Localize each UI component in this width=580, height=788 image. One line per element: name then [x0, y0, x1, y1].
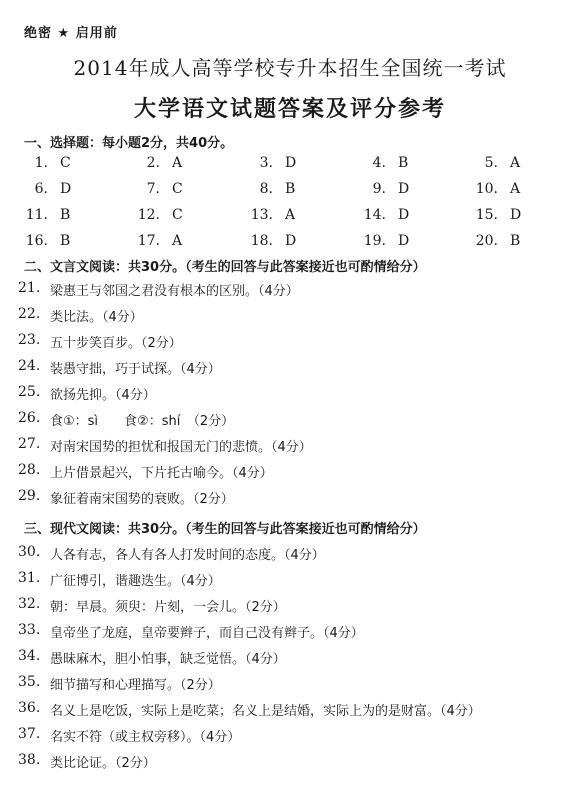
mc-answer: 13. A: [250, 207, 296, 223]
mc-answer: 4. B: [372, 155, 409, 171]
mc-answer: 8. B: [259, 181, 296, 197]
answer-item: 28. 上片借景起兴，下片托古喻今。（4分）: [18, 462, 273, 481]
answer-item: 34. 愚昧麻木，胆小怕事，缺乏觉悟。（4分）: [18, 648, 286, 667]
section3-heading: 三、现代文阅读：共30分。（考生的回答与此答案接近也可酌情给分）: [24, 522, 426, 537]
mc-answer: 14. D: [363, 207, 410, 223]
mc-row: [0, 181, 580, 207]
answer-item: 31. 广征博引，谐趣迭生。（4分）: [18, 570, 221, 589]
answer-item: 30. 人各有志，各人有各人打发时间的态度。（4分）: [18, 544, 325, 563]
answer-item: 33. 皇帝坐了龙庭，皇帝要辫子，而自己没有辫子。（4分）: [18, 622, 364, 641]
mc-row: [0, 207, 580, 233]
mc-answer: 3. D: [259, 155, 297, 171]
mc-answer: 5. A: [484, 155, 521, 171]
mc-answer: 1. C: [34, 155, 71, 171]
answer-item: 23. 五十步笑百步。（2分）: [18, 332, 182, 351]
answer-item: 32. 朝：早晨。须臾：片刻，一会儿。（2分）: [18, 596, 286, 615]
mc-answer: 7. C: [146, 181, 183, 197]
section2-heading: 二、文言文阅读：共30分。（考生的回答与此答案接近也可酌情给分）: [24, 260, 426, 275]
answer-item: 35. 细节描写和心理描写。（2分）: [18, 674, 221, 693]
mc-answer: 19. D: [363, 233, 410, 249]
section1-heading: 一、选择题：每小题2分，共40分。: [24, 136, 234, 151]
mc-row: [0, 155, 580, 181]
answer-item: 21. 梁惠王与邻国之君没有根本的区别。（4分）: [18, 280, 299, 299]
mc-answer: 11. B: [25, 207, 71, 223]
exam-title: 2014年成人高等学校专升本招生全国统一考试: [73, 56, 507, 80]
answer-item: 25. 欲扬先抑。（4分）: [18, 384, 156, 403]
section3-answers: [0, 544, 580, 778]
answer-item: 38. 类比论证。（2分）: [18, 752, 156, 771]
multiple-choice-grid: [0, 155, 580, 259]
mc-answer: 18. D: [250, 233, 297, 249]
mc-answer: 12. C: [137, 207, 183, 223]
mc-answer: 20. B: [475, 233, 521, 249]
mc-answer: 15. D: [475, 207, 522, 223]
mc-answer: 10. A: [475, 181, 521, 197]
mc-answer: 17. A: [137, 233, 183, 249]
document-subtitle: 大学语文试题答案及评分参考: [133, 97, 446, 122]
confidential-label: 绝密 ★ 启用前: [24, 26, 118, 41]
answer-item: 22. 类比法。（4分）: [18, 306, 143, 325]
answer-item: 37. 名实不符（或主权旁移）。（4分）: [18, 726, 241, 745]
mc-answer: 9. D: [372, 181, 410, 197]
mc-answer: 6. D: [34, 181, 72, 197]
answer-item: 26. 食①：sì 食②：shí （2分）: [18, 410, 235, 429]
mc-answer: 16. B: [25, 233, 71, 249]
mc-answer: 2. A: [146, 155, 183, 171]
section2-answers: [0, 280, 580, 514]
answer-item: 36. 名义上是吃饭，实际上是吃菜；名义上是结婚，实际上为的是财富。（4分）: [18, 700, 481, 719]
answer-item: 24. 装愚守拙，巧于试探。（4分）: [18, 358, 221, 377]
answer-item: 29. 象征着南宋国势的衰败。（2分）: [18, 488, 234, 507]
answer-item: 27. 对南宋国势的担忧和报国无门的悲愤。（4分）: [18, 436, 312, 455]
